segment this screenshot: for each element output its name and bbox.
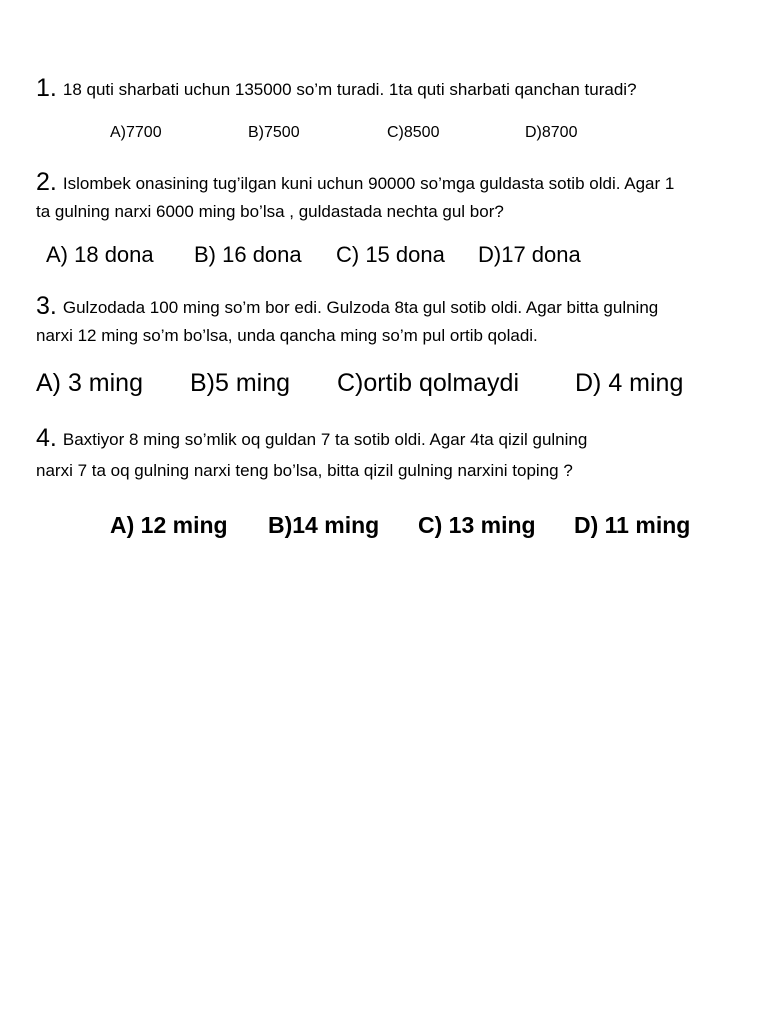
question-1-option-a: A)7700 — [110, 124, 162, 141]
question-1-number: 1. — [36, 74, 57, 102]
question-4-option-b: B)14 ming — [268, 512, 380, 538]
question-2-option-b: B) 16 dona — [194, 242, 302, 267]
question-3-number: 3. — [36, 292, 57, 320]
question-4 — [36, 426, 587, 452]
question-1-option-b: B)7500 — [248, 124, 300, 141]
question-3-continuation: narxi 12 ming so’m bo’lsa, unda qancha ming so’m pul ortib qoladi. — [36, 326, 538, 345]
question-2-text: Islombek onasining tug’ilgan kuni uchun 90000 so’mga guldasta sotib oldi. Agar 1 — [62, 174, 675, 193]
question-2-option-d: D)17 dona — [478, 242, 581, 267]
question-1-text: 18 quti sharbati uchun 135000 so’m turadi. 1ta quti sharbati qanchan turadi? — [62, 80, 637, 99]
question-3-text: Gulzodada 100 ming so’m bor edi. Gulzoda 8ta gul sotib oldi. Agar bitta gulning — [62, 298, 659, 317]
question-3 — [36, 294, 658, 320]
question-2-number: 2. — [36, 168, 57, 196]
question-1-option-c: C)8500 — [387, 124, 440, 141]
question-3-option-d: D) 4 ming — [575, 369, 684, 397]
question-2-option-a: A) 18 dona — [46, 242, 154, 267]
question-2-option-c: C) 15 dona — [336, 242, 445, 267]
question-1-option-d: D)8700 — [525, 124, 578, 141]
question-3-option-a: A) 3 ming — [36, 369, 143, 397]
question-4-text: Baxtiyor 8 ming so’mlik oq guldan 7 ta sotib oldi. Agar 4ta qizil gulning — [62, 430, 588, 449]
question-3-option-c: C)ortib qolmaydi — [337, 369, 520, 397]
question-2-continuation: ta gulning narxi 6000 ming bo’lsa , guldastada nechta gul bor? — [36, 202, 504, 221]
question-2 — [36, 170, 674, 196]
question-4-option-d: D) 11 ming — [574, 512, 691, 538]
question-4-continuation: narxi 7 ta oq gulning narxi teng bo’lsa, bitta qizil gulning narxini toping ? — [36, 461, 573, 480]
question-1 — [36, 76, 637, 102]
question-3-option-b: B)5 ming — [190, 369, 291, 397]
question-4-option-c: C) 13 ming — [418, 512, 536, 538]
question-4-option-a: A) 12 ming — [110, 512, 228, 538]
question-4-number: 4. — [36, 424, 57, 452]
